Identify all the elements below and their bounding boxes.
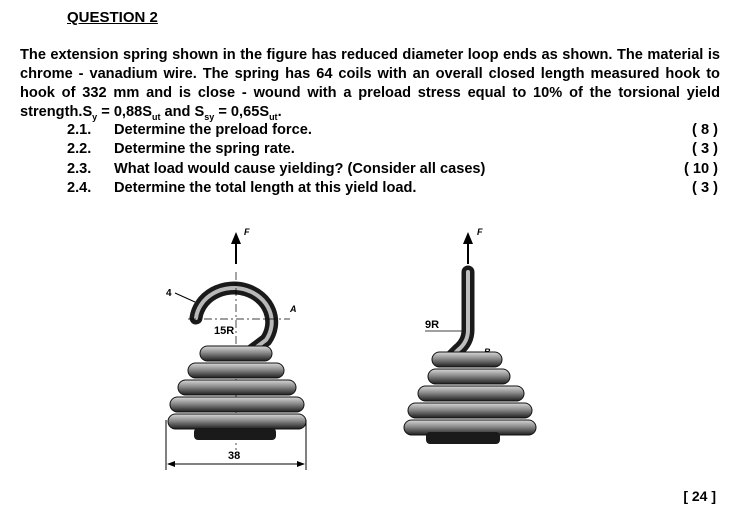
- statement-line-1: The extension spring shown in the figure has reduced diameter loop ends as shown. The: [20, 47, 643, 63]
- ssy-sut-subscript: ut: [269, 111, 278, 122]
- left-force-label: F: [244, 227, 250, 237]
- statement-line-3: measured hook to hook of 332 mm and is close - wound with a preload stress equal to 10%: [20, 66, 720, 101]
- statement-line-2: material is chrome - vanadium wire. The spring has 64 coils with an overall closed length: [20, 47, 721, 82]
- sy-symbol: S: [82, 104, 93, 120]
- left-hook-highlight: [196, 288, 272, 352]
- sub-question-marks: ( 10 ): [683, 160, 718, 177]
- right-force-arrowhead: [463, 232, 473, 244]
- ssy-equation: = 0,65S: [214, 104, 270, 120]
- right-coil: [432, 352, 502, 367]
- right-coil: [408, 403, 532, 418]
- wire-diameter-leader: [175, 293, 195, 302]
- sub-question-text: Determine the preload force.: [114, 122, 312, 138]
- sy-subscript: y: [92, 111, 98, 122]
- right-coil-base: [426, 432, 500, 444]
- sy-equation: = 0,88S: [97, 104, 152, 120]
- left-coil: [170, 397, 304, 412]
- left-coil: [168, 414, 306, 429]
- left-radius-label: 15R: [214, 325, 235, 337]
- left-coil: [178, 380, 296, 395]
- point-a-label: A: [290, 304, 297, 314]
- sub-question-number: 2.4.: [67, 179, 92, 196]
- dim-arrow-right: [297, 461, 305, 467]
- wire-diameter-label: 4: [166, 288, 172, 299]
- sub-question-number: 2.1.: [67, 122, 92, 138]
- right-spring: [404, 227, 536, 444]
- sub-question-text: What load would cause yielding? (Consider all cases): [114, 160, 486, 177]
- and-text: and S: [160, 104, 205, 120]
- sub-question-marks: ( 8 ): [692, 122, 718, 138]
- sub-question-marks: ( 3 ): [692, 179, 718, 196]
- left-coil-base: [194, 428, 276, 440]
- sut-subscript: ut: [151, 111, 161, 122]
- sub-question-text: Determine the total length at this yield load.: [114, 179, 417, 196]
- sub-question-number: 2.3.: [67, 160, 92, 177]
- sub-question-number: 2.2.: [67, 141, 92, 158]
- left-force-arrowhead: [231, 232, 241, 244]
- question-heading: QUESTION 2: [67, 9, 158, 26]
- dim-arrow-left: [167, 461, 175, 467]
- right-coil: [428, 369, 510, 384]
- sub-question-text: Determine the spring rate.: [114, 141, 295, 158]
- right-force-label: F: [477, 227, 483, 237]
- left-coil: [200, 346, 272, 361]
- statement-line-4: of the torsional yield strength.: [20, 85, 720, 120]
- dim-label: 38: [228, 450, 241, 462]
- total-marks: [ 24 ]: [683, 488, 716, 504]
- left-coil: [188, 363, 284, 378]
- left-spring: [166, 227, 306, 470]
- end-dot: .: [277, 104, 282, 120]
- right-coil: [418, 386, 524, 401]
- ssy-subscript: sy: [204, 111, 215, 122]
- right-radius-label: 9R: [425, 319, 440, 331]
- sub-question-marks: ( 3 ): [692, 141, 718, 158]
